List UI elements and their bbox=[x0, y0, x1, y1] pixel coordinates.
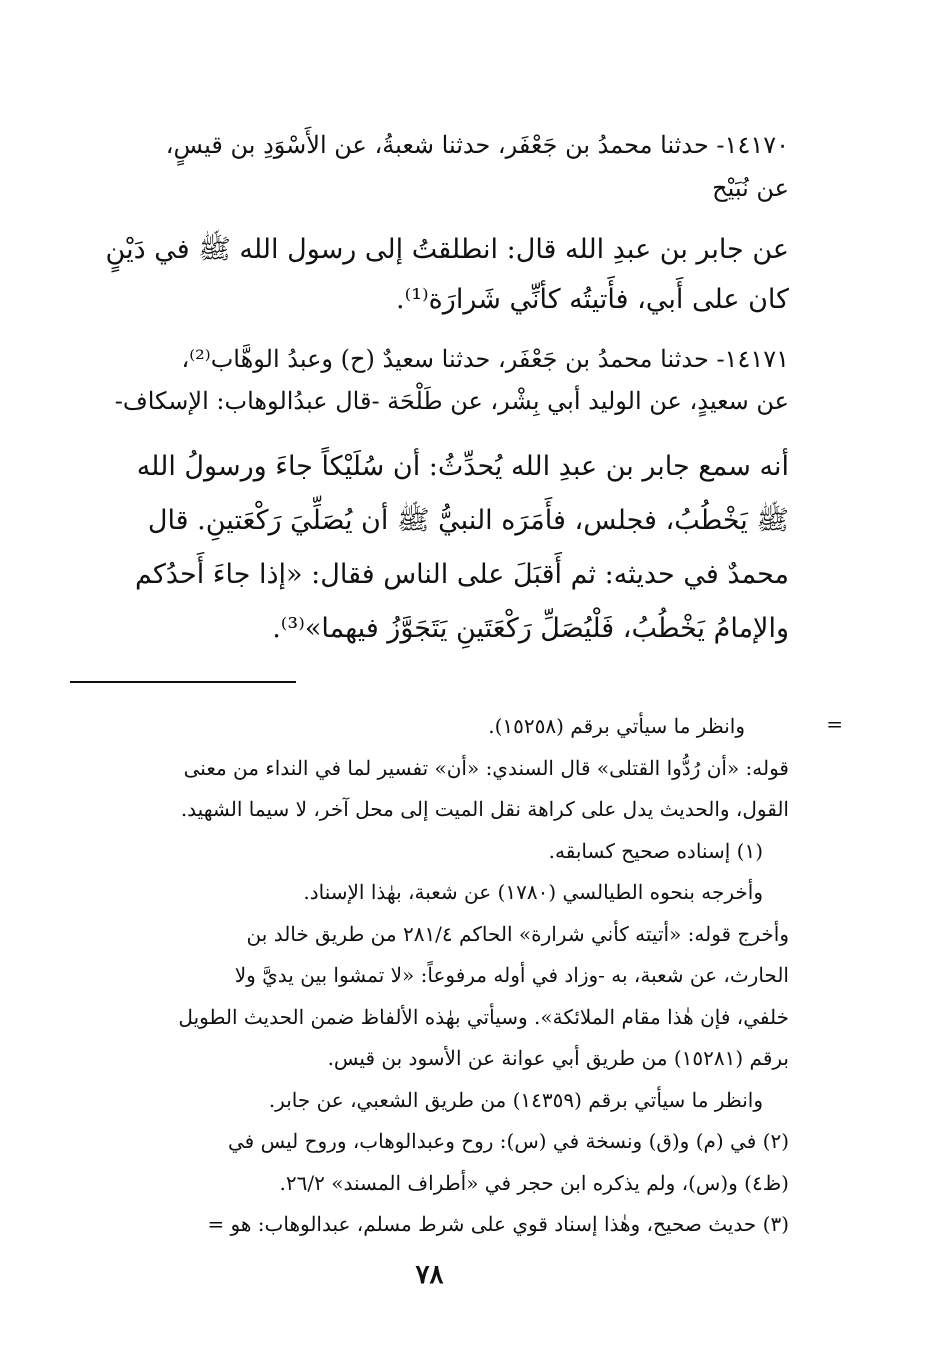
footnote-line: القول، والحديث يدل على كراهة نقل الميت إلى محل آخر، لا سيما الشهيد. bbox=[180, 797, 789, 821]
footnote-line: برقم (١٥٢٨١) من طريق أبي عوانة عن الأسود بن قيس. bbox=[327, 1046, 789, 1070]
footnote-line: (٣) حديث صحيح، وهٰذا إسناد قوي على شرط مسلم، عبدالوهاب: هو = bbox=[207, 1212, 789, 1236]
hadith-14170-matn bbox=[70, 225, 789, 325]
matn-line: كان على أَبي، فأَتيتُه كأنِّي شَرارَة⁽¹⁾. bbox=[395, 284, 789, 315]
footnote-line: خلفي، فإن هٰذا مقام الملائكة». وسيأتي بهٰذه الألفاظ ضمن الحديث الطويل bbox=[178, 1004, 789, 1029]
isnad-line: عن سعيدٍ، عن الوليد أبي بِشْر، عن طَلْحَة -قال عبدُالوهاب: الإسكاف- bbox=[114, 387, 789, 415]
matn-line: محمدٌ في حديثه: ثم أَقبَلَ على الناس فقال: «إذا جاءَ أَحدُكم bbox=[135, 559, 789, 590]
footnote-line: وأخرجه بنحوه الطيالسي (١٧٨٠) عن شعبة، بهٰذا الإسناد. bbox=[303, 880, 763, 904]
footnote-line: وانظر ما سيأتي برقم (١٥٢٥٨). bbox=[488, 714, 745, 738]
footnote-line: (١) إسناده صحيح كسابقه. bbox=[548, 838, 763, 863]
footnote-line: (ظ٤) و(س)، ولم يذكره ابن حجر في «أطراف المسند» ٢٦/٢. bbox=[279, 1170, 789, 1195]
page-number: ٧٨ bbox=[415, 1260, 444, 1290]
matn-line: أنه سمع جابر بن عبدِ الله يُحدِّثُ: أن سُلَيْكاً جاءَ ورسولُ الله bbox=[136, 451, 789, 482]
matn-line: عن جابر بن عبدِ الله قال: انطلقتُ إلى رسول الله ﷺ في دَيْنٍ bbox=[105, 234, 789, 265]
footnote-line: (٢) في (م) و(ق) ونسخة في (س): روح وعبدالوهاب، وروح ليس في bbox=[228, 1129, 789, 1153]
footnote-line: قوله: «أن رُدُّوا القتلى» قال السندي: «أن» تفسير لما في النداء من معنى bbox=[183, 755, 789, 780]
book-page bbox=[70, 0, 843, 1354]
matn-line: والإمامُ يَخْطُبُ، فَلْيُصَلِّ رَكْعَتَينِ يَتَجَوَّزُ فيهما»⁽³⁾. bbox=[272, 613, 789, 644]
isnad-line: ١٤١٧٠- حدثنا محمدُ بن جَعْفَر، حدثنا شعبةُ، عن الأَسْوَدِ بن قيسٍ، bbox=[165, 131, 789, 159]
matn-line: ﷺ يَخْطُبُ، فجلس، فأَمَرَه النبيُّ ﷺ أن يُصَلِّيَ رَكْعَتينِ. قال bbox=[147, 505, 789, 536]
footnote-separator bbox=[70, 681, 296, 683]
hadith-14171-isnad bbox=[70, 338, 789, 422]
footnote-line: وأخرج قوله: «أتيته كأني شرارة» الحاكم ٢٨١/٤ من طريق خالد بن bbox=[246, 921, 789, 946]
hadith-14171-matn bbox=[70, 440, 789, 656]
footnotes bbox=[70, 706, 789, 1246]
footnote-continuation-marker: = bbox=[826, 712, 843, 736]
footnote-line: الحارث، عن شعبة، به -وزاد في أوله مرفوعاً: «لا تمشوا بين يديَّ ولا bbox=[234, 963, 789, 987]
isnad-line: ١٤١٧١- حدثنا محمدُ بن جَعْفَر، حدثنا سعيدٌ (ح) وعبدُ الوهَّاب⁽²⁾، bbox=[181, 345, 789, 373]
isnad-line: عن نُبَيْح bbox=[712, 174, 789, 202]
footnote-line: وانظر ما سيأتي برقم (١٤٣٥٩) من طريق الشعبي، عن جابر. bbox=[268, 1087, 763, 1112]
hadith-14170-isnad bbox=[70, 124, 789, 210]
